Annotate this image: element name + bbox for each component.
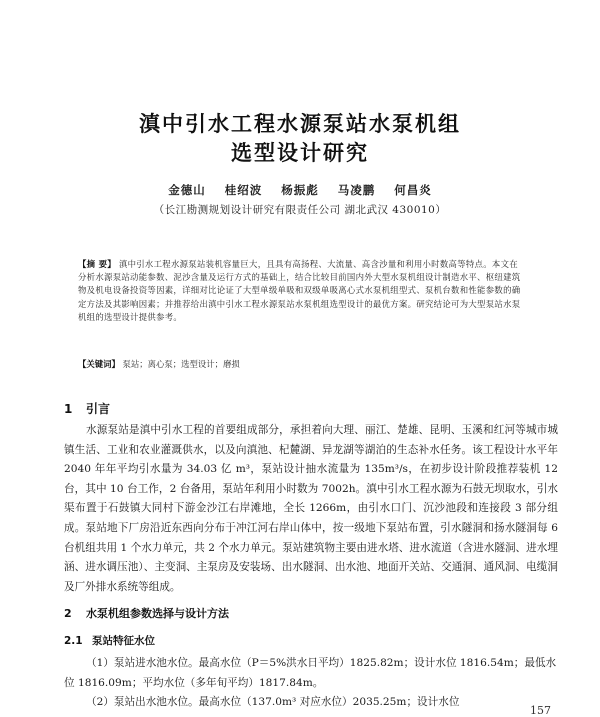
- abstract: [78, 258, 524, 324]
- section-1-body: 水源泵站是滇中引水工程的首要组成部分，承担着向大理、丽江、楚雄、昆明、玉溪和红河等城市城镇生活、工业和农业灌溉供水，以及向滇池、杞麓湖、异龙湖等湖泊的生态补水任务。该工程设计水平年 2040 年年平均引水量为 34.03 亿 m³，泵站设计抽水流量为 135m³/s，在初步设计阶段推荐装机 12 台，其中 10 台工作，2 台备用，泵站年利用小时数为 7002h。滇中引水工程水源为石鼓无坝取水，引水渠布置于石鼓镇大同村下游金沙江右岸滩地，全长 1266m，由引水口门、沉沙池段和连接段 3 部分组成。泵站地下厂房沿近东西向分布于冲江河右岸山体中，按一级地下泵站布置，引水隧洞和扬水隧洞每 6 台机组共用 1 个水力单元，共 2 个水力单元。泵站建筑物主要由进水塔、进水流道（含进水隧洞、进水埋涵、进水调压池）、主变洞、主泵房及安装场、出水隧洞、出水池、地面开关站、交通洞、通风洞、电缆洞及厂外排水系统等组成。: [64, 424, 558, 593]
- section-2-1-number: 2.1: [64, 635, 83, 647]
- abstract-label: 【摘 要】: [78, 259, 116, 269]
- keywords-text: 泵站；离心泵；选型设计；磨损: [122, 359, 240, 369]
- affiliation: （长江勘测规划设计研究有限责任公司 湖北武汉 430010）: [153, 204, 447, 216]
- paper-title-line1: 滇中引水工程水源泵站水泵机组: [139, 112, 461, 136]
- section-2-1-heading: [64, 633, 155, 648]
- abstract-text: 滇中引水工程水源泵站装机容量巨大，且具有高扬程、大流量、高含沙量和利用小时数高等特点。本文在分析水源泵站动能参数、泥沙含量及运行方式的基础上，结合比较目前国内外大型水泵机组设计制造水平、枢纽建筑物及机电设备投资等因素，详细对比论证了大型单级单吸和双级单吸离心式水泵机组型式、泵机台数和性能参数的确定方法及其影响因素；并推荐给出滇中引水工程水源泵站水泵机组选型设计的最优方案。研究结论可为大型泵站水泵机组的选型设计提供参考。: [78, 259, 521, 322]
- paragraph-inlet-water-level: （1）泵站进水池水位。最高水位（P＝5%洪水日平均）1825.82m；设计水位 1816.54m；最低水位 1816.09m；平均水位（多年旬平均）1817.84m。: [64, 657, 557, 689]
- page-number: 157: [530, 704, 551, 717]
- section-1-title: 引言: [86, 402, 111, 416]
- section-2-title: 水泵机组参数选择与设计方法: [86, 607, 229, 620]
- section-2-1-title: 泵站特征水位: [92, 635, 155, 647]
- section-1-heading: [64, 400, 110, 417]
- paper-title-line2: 选型设计研究: [231, 141, 369, 165]
- keywords-label: 【关键词】: [78, 359, 120, 369]
- section-2-heading: [64, 605, 229, 621]
- section-2-1-body: [64, 654, 558, 713]
- keywords: [78, 358, 524, 370]
- author-list: 金德山 桂绍波 杨振彪 马凌鹏 何昌炎: [168, 183, 432, 197]
- paragraph-outlet-water-level: （2）泵站出水池水位。最高水位（137.0m³ 对应水位）2035.25m；设计水位: [86, 696, 460, 708]
- section-2-number: 2: [64, 607, 72, 620]
- section-1-number: 1: [64, 402, 73, 416]
